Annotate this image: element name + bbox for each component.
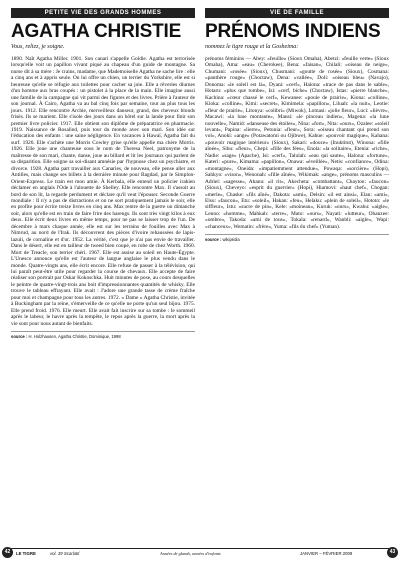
footer-tagline: Années de glands, années d'enfants bbox=[160, 551, 221, 556]
article-body-left: 1890. Naît Agatha Miller. 1901. Son canari s'appelle Goldie. Agatha est terrorisée lorsqu'elle voit un papillon vivant piqué au chapeau d'un guide de montagne. Sa nurse dit à sa mère : Je crains, madame, que Mademoiselle Agatha ne sache lire : elle a cinq ans et à appris seule. On lui offre un chien, un terrier du Yorkshire, elle est si heureuse qu'elle se réfugie aux toilettes pour cacher sa joie. Elle a rêveries diurnes d'un homme aux bras coupés : un pistolet à la place de la main. Elle imagine aussi une famille de la campagne qui vit parmi des figures et des livres. Prière à l'auteur de son journal. À Cairo, Agatha va au bal cinq fois par semaine, tout au plus tous les jours. 1912. Elle rencontre Archie, merveilleux danseur, grand, des cheveux blonds frisés. Ils se marient. Elle s'isole des jours dans un hôtel sur la lande pour finir son premier livre policier. 1917. Elle obtient son diplôme de préparatrice en pharmacie. 1919. Naissance de Rosalind, puis tour du monde avec son mari. Son idée sur l'éducation des enfants : une saine négligence. En vacances à Hawaï, Agatha fait du surf. 1926. Elle s'achète une Morris Cowley grise qu'elle appelle ma chère Morris. 1926. Elle joue une chanteuse sous le nom de Theresa Neel, patronyme de la maîtresse de son mari, chante, danse, joue au billard et lit les journaux qui parlent de sa disparition. Elle soigne sa soi-disant amnésie par l'hypnose chez un psychiatre, et divorce. 1928. Agatha part travailler aux Canaries, de nouveau, elle pense aller aux Antilles, mais change ses billets à la dernière minute pour Bagdad, par le Simplon-Orient-Express. Le train est mon amie. À Kerbala, elle entend un policier irakien déclamer en anglais l'Ode à l'alouette de Shelley. Elle rencontre Max. Il s'assoit au bord de son lit, la regarde perdument et déclare qu'il veut l'épouser. Seconde Guerre mondiale : Il n'y a pas de distractions et on ne sort pratiquement jamais le soir, elle en profite pour écrire treize livres en cinq ans. Max rentre de la guerre un dimanche soir, alors qu'elle est en train de faire frire des harengs. Ils sont très vingt kilos à eux deux. Elle écrit deux livres en même temps, pour ne pas se laisser trop de l'un. De décembre à mars chaque année, elle est sur les terrains de fouilles avec Max à Nimrud, au nord de l'Irak. Ils découvrent des pièces d'ivoire rehaussées de lapis-lazuli, de cornaline et d'or. 1952. La vérité, c'est que je n'ai pas envie de travailler. Dans le désert, elle est en tailleur de tweed bien coupé, en robe de chez Worth. 1960. Mort de Treacle, son terrier chéri. 1967. Elle est assise au soleil en Haute-Égypte. L'Unesco annonce qu'elle est l'auteur de langue anglaise le plus vendu dans le monde. Quatre-vingts ans, elle écrit encore. Elle refuse de passer à la télévision, qui lui paraît peut-être utile pour regarder la course de chevaux. Elle accepte de faire réaliser son portrait par Oskar Kokoschka. Huit minutes de pose, au cours desquelles le peintre de quatre-vingt-trois ans boit d'impressionnantes quantités de whisky. Elle trouve le tableau effrayant. Elle avait : J'adore une grande tasse de crème fraîche pour moi et champagne pour tous les autres. 1972. « Dame » Agatha Christie, invitée à Buckingham par la reine, s'émerveille de ce qu'elle ne porte qu'un seul bijou. 1975. Elle prend froid. 1976. Elle meurt. Elle avait fait inscrire sur sa tombe : le sommeil après le labeur, le havre après la tempête, le repos après la guerre, la mort après la vie sont pour nous autant de bienfaits. bbox=[11, 56, 195, 327]
column-right bbox=[205, 8, 389, 242]
page-number-right: 43 bbox=[387, 547, 398, 558]
magazine-logo: LE TIGRE bbox=[16, 551, 36, 556]
section-rubric-right: VIE DE FAMILLE bbox=[205, 8, 389, 18]
footer-rule bbox=[11, 548, 389, 549]
section-rubric-left: PETITE VIE DES GRANDS HOMMES bbox=[11, 8, 195, 18]
source-text: wikipédia bbox=[222, 237, 240, 243]
source-text: H. Holzhausen, Agatha Christie, Dominique, 1998 bbox=[28, 334, 121, 340]
article-subtitle-left: Vous, reliez, je soigne. bbox=[11, 44, 65, 50]
article-title-left: AGATHA CHRISTIE bbox=[11, 21, 182, 42]
issue-date: JANVIER – FÉVRIER 2009 bbox=[300, 551, 353, 556]
page-footer bbox=[0, 546, 400, 561]
source-note-left bbox=[11, 331, 195, 339]
page-number-left: 42 bbox=[2, 547, 13, 558]
article-subtitle-right: nommez le tigre rouge et la Gosheima: bbox=[205, 44, 299, 50]
article-body-right: prénoms féminins — Abey: «feuille» (Sioux Omaha), Abetzi: «feuille verte» (Sioux Omaha), Ama: «eau» (Cherokee), Bena: «faisan», Chilali: «oiseau de neige», Chumani: «rosée» (Sioux), Chusmani: «goutte de rosée» (Sioux), Cosmana: «panthère rouge» (Choctaw), Dena: «vallée», Doli: «oiseau bleu» (Navajo), Donoma: «le soleil est là», Dyani: «cerf», Halona: «trace de pas dans le sable», Hotaru: «plus que tombe», Isi: «cerf, biche» (Choctaw), Istas: «pierre blanche», Kachina: «cœur chassé le cerf», Kewanee: «poule de prairie», Kiona: «colline», Kioka: «colline», Kimi: «secret», Kimimela: «papillon», Liluah: «la nuit», Leotie: «fleur de prairie», Litonya: «colibri» (Miwok), Lomasi: «jolie fleur», Luci: «lièvre», Macawi: «la lune montante», Mansi: «le pinceau indien», Magena: «la lune nouvelle», Namid: «danseuse des étoiles», Nina: «fort», Nita: «ours», Ozalee: «soleil levant», Papina: «lierre», Petunia: «fleur», Sora: «oiseau chantant qui prend son vol», Anoki: «ange» (Potawatomi ou Ojibwe), Kahue: «pouvoir magique», Kahana: «pouvoir magique intérieur» (Sioux), Sakari: «douce» (Inuktitut), Winona: «fille aînée», Sihu: «fleur», Chepi: «fille des fées», Enola: «la solitaire», Etenia: «riche», Nadie: «sage» (Apache), Isi: «cerf», Talulah: «eau qui saute», Halona: «fortune», Kateri: «pure», Kimama: «papillon», Onawa: «éveillée», Netis: «confiance», Odina: «montagne», Oneida: «impatiemment attendue», Powaqa: «sorcière» (Hopi), Sahkyo: «vison», Wenonah: «fille aînée», Wikimak: «ange», prénoms masculins — Adriel: «sagesse», Ahanu: «il rit», Akecheta: «combattant», Chayton: «faucon» (Sioux), Cheveyo: «esprit du guerrier» (Hopi), Hiamovi: «haut chef», Chogan: «merle», Chaske: «fils aîné», Dakota: «ami», Delsin: «il est ainsi», Elan: «ami», Elsu: «faucon», Etu: «soleil», Hakan: «feu», Helaku: «plein de soleil», Hototo: «le siffleur», Istu: «sucre de pin», Kele: «moineau», Kuruk: «ours», Kwahu: «aigle», Lenno: «homme», Mahkah: «terre», Mato: «ours», Nayati: «lutteur», Ohanzee: «ombre», Takoda: «ami de tous», Tokala: «renard», Wanbli: «aigle», Wapi: «chanceux», Wematin: «frère», Yuma: «fils du chef» (Yuman). bbox=[205, 56, 389, 230]
volume-label: vol. 39 Scarlatti bbox=[50, 551, 80, 556]
article-title-right: PRÉNOMS INDIENS bbox=[205, 21, 381, 42]
column-left bbox=[11, 8, 195, 339]
source-label: source : bbox=[11, 334, 28, 340]
source-note-right bbox=[205, 234, 389, 242]
source-label: source : bbox=[205, 237, 222, 243]
